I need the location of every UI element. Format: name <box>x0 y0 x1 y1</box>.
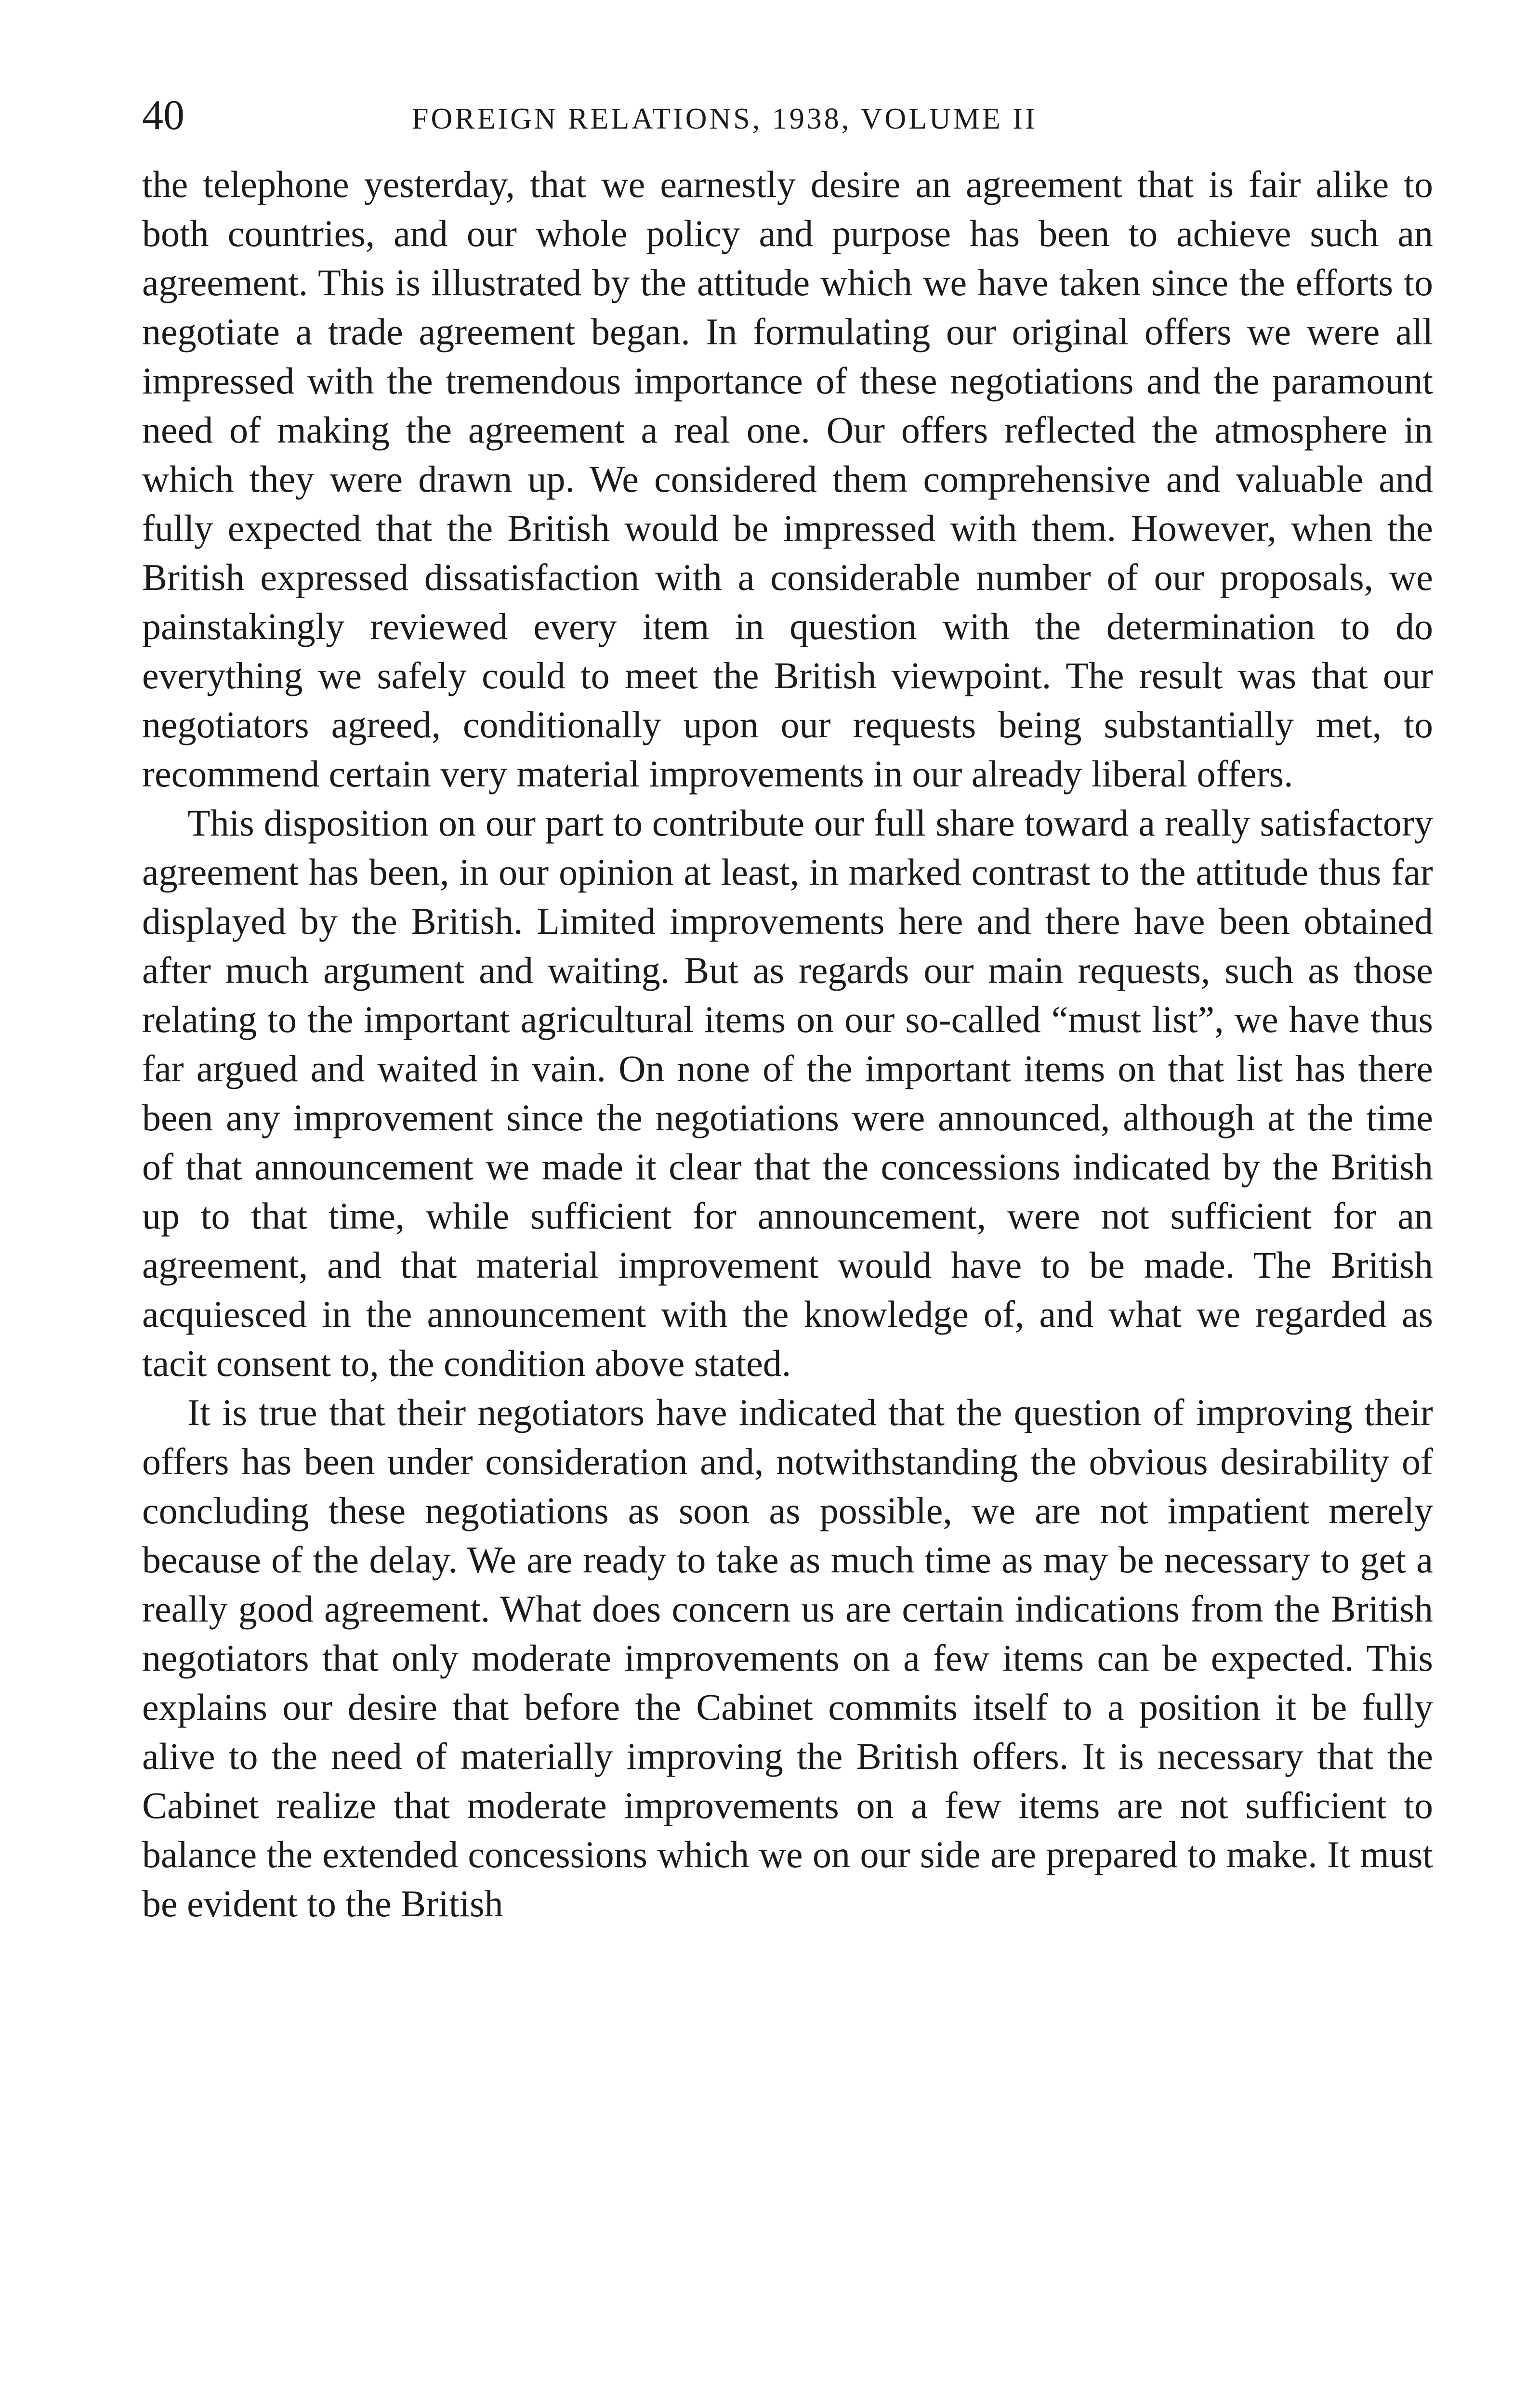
running-head <box>142 92 1433 140</box>
running-title: FOREIGN RELATIONS, 1938, VOLUME II <box>412 103 1038 135</box>
document-page <box>142 92 1433 1928</box>
paragraph: It is true that their negotiators have indicated that the question of improving their offers has been under consideration and, notwithstanding the obvious desirability of concluding these negotiations as soon as possible, we are not impatient merely because of the delay. We are ready to take as much time as may be necessary to get a really good agreement. What does concern us are certain indications from the British negotiators that only moderate improvements on a few items can be expected. This explains our desire that before the Cabinet commits itself to a position it be fully alive to the need of materially improving the British offers. It is necessary that the Cabinet realize that moderate improvements on a few items are not sufficient to balance the extended concessions which we on our side are prepared to make. It must be evident to the British <box>142 1391 1433 1924</box>
body-text <box>142 160 1433 1928</box>
paragraph-continued: the telephone yesterday, that we earnestly desire an agreement that is fair alike to both countries, and our whole policy and purpose has been to achieve such an agreement. This is illustrated by the attitude which we have taken since the efforts to negotiate a trade agreement began. In formulating our original offers we were all impressed with the tremendous importance of these negotiations and the paramount need of making the agreement a real one. Our offers reflected the atmosphere in which they were drawn up. We considered them comprehensive and valuable and fully expected that the British would be impressed with them. However, when the British expressed dissatisfaction with a considerable number of our proposals, we painstakingly reviewed every item in question with the determination to do everything we safely could to meet the British viewpoint. The result was that our negotiators agreed, conditionally upon our requests being substantially met, to recommend certain very material improvements in our already liberal offers. <box>142 163 1433 795</box>
paragraph: This disposition on our part to contribute our full share toward a really satisfactory agreement has been, in our opinion at least, in marked contrast to the attitude thus far displayed by the British. Limited improvements here and there have been obtained after much argument and waiting. But as regards our main requests, such as those relating to the important agricultural items on our so-called “must list”, we have thus far argued and waited in vain. On none of the important items on that list has there been any improvement since the negotiations were announced, although at the time of that announcement we made it clear that the concessions indicated by the British up to that time, while sufficient for announcement, were not sufficient for an agreement, and that material improvement would have to be made. The British acquiesced in the announcement with the knowledge of, and what we regarded as tacit consent to, the condition above stated. <box>142 802 1433 1384</box>
page-number: 40 <box>142 92 184 139</box>
